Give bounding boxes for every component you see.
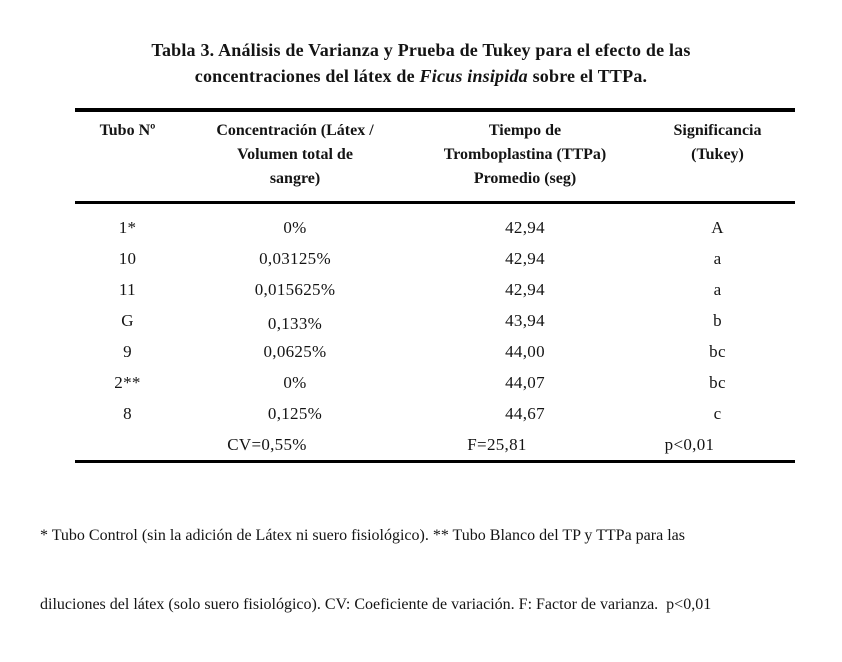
header-tubo-line1: Tubo Nº [99,122,156,139]
cell-significancia: a [713,279,722,299]
cell-concentracion: 0,133% [267,313,323,333]
caption-line2-post: sobre el TTPa. [527,66,648,86]
header-tiempo [410,119,640,201]
header-significancia-line2: (Tukey) [691,146,744,163]
cell-tiempo: 42,94 [505,248,545,268]
cell-f: F=25,81 [467,434,527,454]
footnote-line1: * Tubo Control (sin la adición de Látex ni suero fisiológico). ** Tubo Blanco del TP y TTPa para las [40,527,685,544]
table-row-1 [75,212,795,243]
cell-significancia: c [713,403,722,423]
cell-concentracion: 0% [283,372,307,392]
table-row-2 [75,243,795,274]
header-concentracion-line3: sangre) [269,170,321,187]
cell-tiempo: 42,94 [505,217,545,237]
table-bottom-rule [75,460,795,463]
header-tiempo-line3: Promedio (seg) [473,170,577,187]
table-caption [0,37,842,89]
cell-tiempo: 43,94 [505,310,545,330]
cell-concentracion: 0,03125% [259,248,331,268]
header-significancia [640,119,795,201]
caption-line1: Tabla 3. Análisis de Varianza y Prueba de Tukey para el efecto de las [151,40,691,60]
header-concentracion-line2: Volumen total de [237,146,353,163]
data-table [75,108,795,463]
cell-significancia: A [711,217,724,237]
cell-tubo: 10 [118,248,137,268]
header-concentracion-line1: Concentración (Látex / [216,122,374,139]
table-row-3 [75,274,795,305]
cell-tubo: 1* [118,217,137,237]
header-concentracion [180,119,410,201]
table-row-4 [75,305,795,336]
cell-concentracion: 0,0625% [263,341,327,361]
cell-concentracion: 0% [283,217,307,237]
cell-tiempo: 44,07 [505,372,545,392]
cell-p: p<0,01 [664,434,715,454]
cell-tubo: 9 [123,341,132,361]
cell-significancia: bc [709,372,726,392]
cell-significancia: bc [709,341,726,361]
header-tubo [75,119,180,201]
cell-cv: CV=0,55% [227,434,307,454]
table-row-7 [75,398,795,429]
cell-concentracion: 0,125% [267,403,323,423]
caption-line2-pre: concentraciones del látex de [194,66,420,86]
cell-tiempo: 44,67 [505,403,545,423]
table-row-stats [75,429,795,460]
header-significancia-line1: Significancia [673,122,762,139]
cell-tubo: 8 [123,403,132,423]
cell-tubo: 11 [119,279,136,299]
table-header-row [75,112,795,201]
species-name-italic: Ficus insipida [419,66,528,86]
table-row-6 [75,367,795,398]
footnote [40,478,820,662]
caption-line2 [0,63,842,89]
cell-tubo: G [121,310,134,330]
cell-concentracion: 0,015625% [254,279,336,299]
footnote-line2: diluciones del látex (solo suero fisiológico). CV: Coeficiente de variación. F: Factor de varianza. p<0,01 [40,596,712,613]
cell-tiempo: 42,94 [505,279,545,299]
header-tiempo-line1: Tiempo de [488,122,562,139]
header-tiempo-line2: Tromboplastina (TTPa) [443,146,607,163]
cell-tubo: 2** [114,372,141,392]
cell-tiempo: 44,00 [505,341,545,361]
table-body [75,204,795,460]
cell-significancia: b [713,310,722,330]
table-row-5 [75,336,795,367]
cell-significancia: a [713,248,722,268]
